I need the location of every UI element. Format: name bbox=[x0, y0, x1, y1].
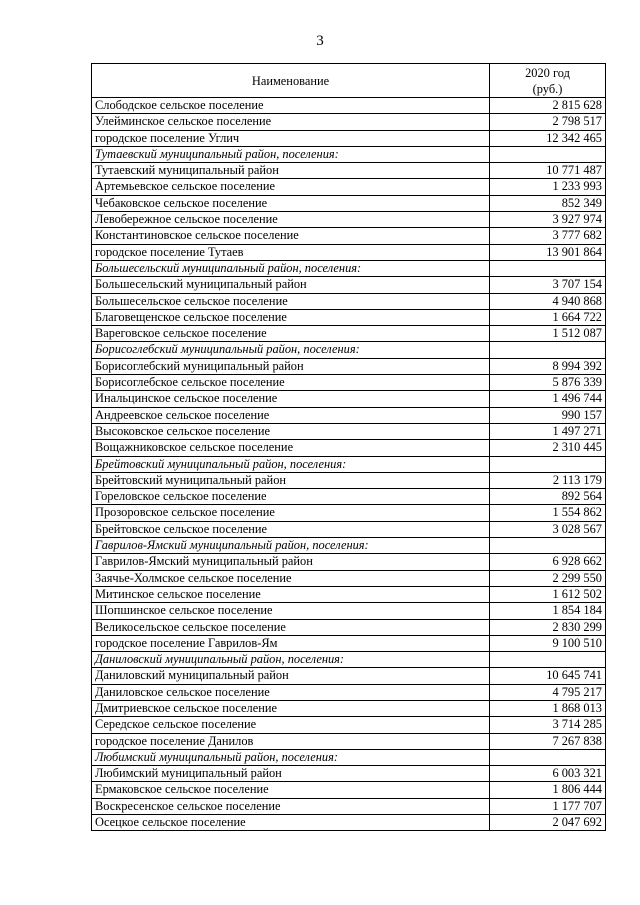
table-row bbox=[92, 195, 606, 211]
amount-cell: 5 876 339 bbox=[490, 375, 606, 391]
settlement-name-cell: Чебаковское сельское поселение bbox=[92, 195, 490, 211]
amount-cell bbox=[490, 538, 606, 554]
amount-cell bbox=[490, 456, 606, 472]
settlement-name-cell: Тутаевский муниципальный район bbox=[92, 163, 490, 179]
settlement-name-cell: Гореловское сельское поселение bbox=[92, 489, 490, 505]
amount-cell: 6 928 662 bbox=[490, 554, 606, 570]
table-row bbox=[92, 717, 606, 733]
header-year-label: 2020 год bbox=[525, 65, 570, 80]
table-row bbox=[92, 326, 606, 342]
settlement-name-cell: городское поселение Гаврилов-Ям bbox=[92, 635, 490, 651]
settlement-name-cell: Митинское сельское поселение bbox=[92, 586, 490, 602]
table-row bbox=[92, 163, 606, 179]
table-row bbox=[92, 244, 606, 260]
table-row bbox=[92, 815, 606, 831]
table-row bbox=[92, 603, 606, 619]
settlement-name-cell: Борисоглебское сельское поселение bbox=[92, 375, 490, 391]
table-group-row bbox=[92, 456, 606, 472]
settlement-name-cell: Улейминское сельское поселение bbox=[92, 114, 490, 130]
settlement-name-cell: Дмитриевское сельское поселение bbox=[92, 700, 490, 716]
table-row bbox=[92, 98, 606, 114]
amount-cell: 1 233 993 bbox=[490, 179, 606, 195]
amount-cell bbox=[490, 342, 606, 358]
settlement-name-cell: Высоковское сельское поселение bbox=[92, 423, 490, 439]
settlement-name-cell: Константиновское сельское поселение bbox=[92, 228, 490, 244]
amount-cell: 8 994 392 bbox=[490, 358, 606, 374]
settlement-name-cell: Середское сельское поселение bbox=[92, 717, 490, 733]
table-row bbox=[92, 521, 606, 537]
settlement-name-cell: Даниловский муниципальный район bbox=[92, 668, 490, 684]
amount-cell: 1 496 744 bbox=[490, 391, 606, 407]
amount-cell: 2 047 692 bbox=[490, 815, 606, 831]
table-group-row bbox=[92, 538, 606, 554]
settlement-name-cell: Даниловское сельское поселение bbox=[92, 684, 490, 700]
table-row bbox=[92, 570, 606, 586]
table-row bbox=[92, 423, 606, 439]
settlement-name-cell: Заячье-Холмское сельское поселение bbox=[92, 570, 490, 586]
settlement-name-cell: Прозоровское сельское поселение bbox=[92, 505, 490, 521]
amount-cell: 2 299 550 bbox=[490, 570, 606, 586]
settlement-name-cell: Большесельское сельское поселение bbox=[92, 293, 490, 309]
amount-cell: 2 310 445 bbox=[490, 440, 606, 456]
settlement-name-cell: Воскресенское сельское поселение bbox=[92, 798, 490, 814]
amount-cell: 1 854 184 bbox=[490, 603, 606, 619]
amount-cell: 892 564 bbox=[490, 489, 606, 505]
table-row bbox=[92, 635, 606, 651]
amount-cell: 1 612 502 bbox=[490, 586, 606, 602]
table-row bbox=[92, 684, 606, 700]
amount-cell: 1 664 722 bbox=[490, 309, 606, 325]
settlement-name-cell: Борисоглебский муниципальный район bbox=[92, 358, 490, 374]
column-header-year bbox=[490, 64, 606, 98]
table-row bbox=[92, 440, 606, 456]
amount-cell: 1 497 271 bbox=[490, 423, 606, 439]
amount-cell: 9 100 510 bbox=[490, 635, 606, 651]
amount-cell: 7 267 838 bbox=[490, 733, 606, 749]
table-row bbox=[92, 472, 606, 488]
table-row bbox=[92, 391, 606, 407]
settlement-name-cell: Слободское сельское поселение bbox=[92, 98, 490, 114]
settlement-name-cell: Осецкое сельское поселение bbox=[92, 815, 490, 831]
budget-table bbox=[91, 63, 606, 831]
settlement-name-cell: Великосельское сельское поселение bbox=[92, 619, 490, 635]
settlement-name-cell: Андреевское сельское поселение bbox=[92, 407, 490, 423]
table-row bbox=[92, 554, 606, 570]
amount-cell: 3 714 285 bbox=[490, 717, 606, 733]
amount-cell: 3 707 154 bbox=[490, 277, 606, 293]
table-row bbox=[92, 505, 606, 521]
amount-cell: 852 349 bbox=[490, 195, 606, 211]
group-name-cell: Большесельский муниципальный район, поселения: bbox=[92, 260, 490, 276]
group-name-cell: Брейтовский муниципальный район, поселения: bbox=[92, 456, 490, 472]
group-name-cell: Борисоглебский муниципальный район, поселения: bbox=[92, 342, 490, 358]
settlement-name-cell: Вареговское сельское поселение bbox=[92, 326, 490, 342]
amount-cell: 13 901 864 bbox=[490, 244, 606, 260]
amount-cell: 2 798 517 bbox=[490, 114, 606, 130]
group-name-cell: Даниловский муниципальный район, поселения: bbox=[92, 652, 490, 668]
amount-cell: 1 177 707 bbox=[490, 798, 606, 814]
amount-cell bbox=[490, 749, 606, 765]
amount-cell: 1 806 444 bbox=[490, 782, 606, 798]
settlement-name-cell: городское поселение Углич bbox=[92, 130, 490, 146]
settlement-name-cell: Брейтовское сельское поселение bbox=[92, 521, 490, 537]
page-number: 3 bbox=[316, 33, 324, 49]
settlement-name-cell: Любимский муниципальный район bbox=[92, 766, 490, 782]
table-row bbox=[92, 407, 606, 423]
column-header-name: Наименование bbox=[92, 64, 490, 98]
table-row bbox=[92, 309, 606, 325]
settlement-name-cell: Артемьевское сельское поселение bbox=[92, 179, 490, 195]
table-row bbox=[92, 733, 606, 749]
table-header-row bbox=[92, 64, 606, 98]
amount-cell bbox=[490, 146, 606, 162]
table-row bbox=[92, 179, 606, 195]
table-row bbox=[92, 114, 606, 130]
settlement-name-cell: Шопшинское сельское поселение bbox=[92, 603, 490, 619]
group-name-cell: Любимский муниципальный район, поселения: bbox=[92, 749, 490, 765]
amount-cell: 990 157 bbox=[490, 407, 606, 423]
settlement-name-cell: городское поселение Тутаев bbox=[92, 244, 490, 260]
table-row bbox=[92, 212, 606, 228]
table-row bbox=[92, 358, 606, 374]
table-row bbox=[92, 798, 606, 814]
table-row bbox=[92, 293, 606, 309]
amount-cell: 1 512 087 bbox=[490, 326, 606, 342]
amount-cell: 2 815 628 bbox=[490, 98, 606, 114]
table-group-row bbox=[92, 749, 606, 765]
settlement-name-cell: Вощажниковское сельское поселение bbox=[92, 440, 490, 456]
amount-cell: 2 830 299 bbox=[490, 619, 606, 635]
amount-cell: 3 028 567 bbox=[490, 521, 606, 537]
settlement-name-cell: Большесельский муниципальный район bbox=[92, 277, 490, 293]
settlement-name-cell: Левобережное сельское поселение bbox=[92, 212, 490, 228]
table-row bbox=[92, 766, 606, 782]
amount-cell bbox=[490, 652, 606, 668]
settlement-name-cell: Гаврилов-Ямский муниципальный район bbox=[92, 554, 490, 570]
amount-cell bbox=[490, 260, 606, 276]
amount-cell: 4 940 868 bbox=[490, 293, 606, 309]
table-group-row bbox=[92, 652, 606, 668]
table-row bbox=[92, 700, 606, 716]
table-group-row bbox=[92, 342, 606, 358]
table-row bbox=[92, 130, 606, 146]
table-row bbox=[92, 586, 606, 602]
settlement-name-cell: Благовещенское сельское поселение bbox=[92, 309, 490, 325]
table-row bbox=[92, 619, 606, 635]
settlement-name-cell: Брейтовский муниципальный район bbox=[92, 472, 490, 488]
group-name-cell: Гаврилов-Ямский муниципальный район, поселения: bbox=[92, 538, 490, 554]
amount-cell: 4 795 217 bbox=[490, 684, 606, 700]
amount-cell: 6 003 321 bbox=[490, 766, 606, 782]
settlement-name-cell: Ермаковское сельское поселение bbox=[92, 782, 490, 798]
table-row bbox=[92, 668, 606, 684]
settlement-name-cell: Инальцинское сельское поселение bbox=[92, 391, 490, 407]
amount-cell: 3 777 682 bbox=[490, 228, 606, 244]
amount-cell: 10 771 487 bbox=[490, 163, 606, 179]
amount-cell: 3 927 974 bbox=[490, 212, 606, 228]
table-row bbox=[92, 228, 606, 244]
table-row bbox=[92, 277, 606, 293]
table-row bbox=[92, 375, 606, 391]
amount-cell: 1 554 862 bbox=[490, 505, 606, 521]
amount-cell: 1 868 013 bbox=[490, 700, 606, 716]
table-group-row bbox=[92, 146, 606, 162]
amount-cell: 12 342 465 bbox=[490, 130, 606, 146]
table-row bbox=[92, 782, 606, 798]
settlement-name-cell: городское поселение Данилов bbox=[92, 733, 490, 749]
amount-cell: 10 645 741 bbox=[490, 668, 606, 684]
header-unit-label: (руб.) bbox=[532, 81, 563, 96]
table-group-row bbox=[92, 260, 606, 276]
amount-cell: 2 113 179 bbox=[490, 472, 606, 488]
table-row bbox=[92, 489, 606, 505]
group-name-cell: Тутаевский муниципальный район, поселения: bbox=[92, 146, 490, 162]
